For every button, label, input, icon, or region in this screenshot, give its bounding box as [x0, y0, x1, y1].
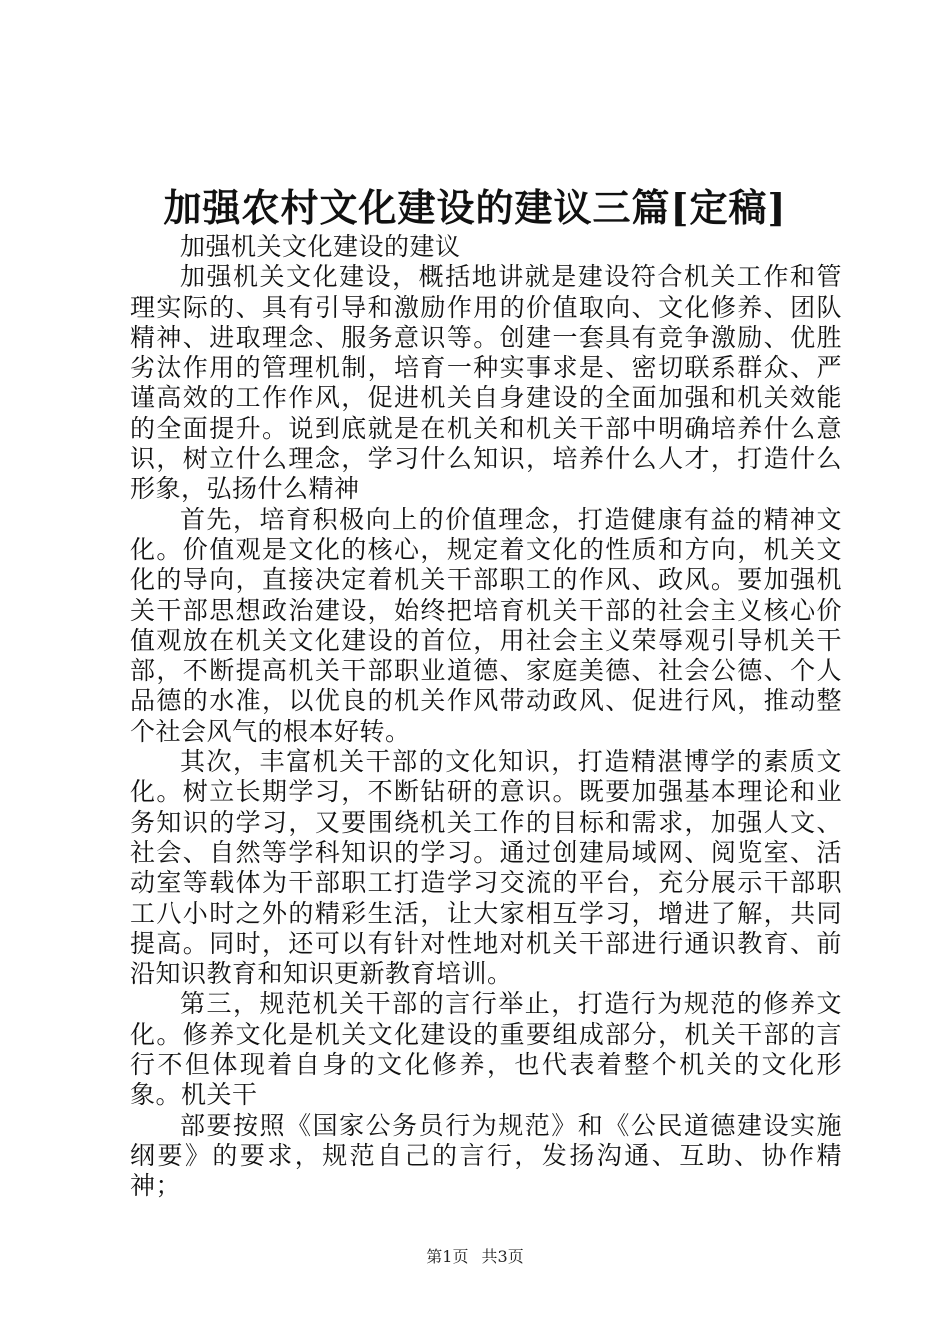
page-footer [0, 1246, 950, 1268]
paragraph: 其次，丰富机关干部的文化知识，打造精湛博学的素质文化。树立长期学习，不断钻研的意识。既要加强基本理论和业务知识的学习，又要围绕机关工作的目标和需求，加强人文、社会、自然等学科知识的学习。通过创建局域网、阅览室、活动室等载体为干部职工打造学习交流的平台，充分展示干部职工八小时之外的精彩生活，让大家相互学习，增进了解，共同提高。同时，还可以有针对性地对机关干部进行通识教育、前沿知识教育和知识更新教育培训。 [130, 747, 842, 989]
document-body [130, 232, 842, 1202]
document-title: 加强农村文化建设的建议三篇[定稿] [163, 185, 787, 230]
paragraph: 加强机关文化建设，概括地讲就是建设符合机关工作和管理实际的、具有引导和激励作用的价值取向、文化修养、团队精神、进取理念、服务意识等。创建一套具有竞争激励、优胜劣汰作用的管理机制，培育一种实事求是、密切联系群众、严谨高效的工作作风，促进机关自身建设的全面加强和机关效能的全面提升。说到底就是在机关和机关干部中明确培养什么意识，树立什么理念，学习什么知识，培养什么人才，打造什么形象，弘扬什么精神 [130, 262, 842, 504]
paragraph: 第三，规范机关干部的言行举止，打造行为规范的修养文化。修养文化是机关文化建设的重要组成部分，机关干部的言行不但体现着自身的文化修养，也代表着整个机关的文化形象。机关干 [130, 989, 842, 1110]
page-number: 第1页 [426, 1247, 469, 1266]
page-total: 共3页 [481, 1247, 524, 1266]
paragraph: 首先，培育积极向上的价值理念，打造健康有益的精神文化。价值观是文化的核心，规定着文化的性质和方向，机关文化的导向，直接决定着机关干部职工的作风、政风。要加强机关干部思想政治建设，始终把培育机关干部的社会主义核心价值观放在机关文化建设的首位，用社会主义荣辱观引导机关干部，不断提高机关干部职业道德、家庭美德、社会公德、个人品德的水准，以优良的机关作风带动政风、促进行风，推动整个社会风气的根本好转。 [130, 504, 842, 746]
paragraph: 部要按照《国家公务员行为规范》和《公民道德建设实施纲要》的要求，规范自己的言行，发扬沟通、互助、协作精神； [130, 1110, 842, 1201]
section-heading: 加强机关文化建设的建议 [180, 232, 461, 261]
